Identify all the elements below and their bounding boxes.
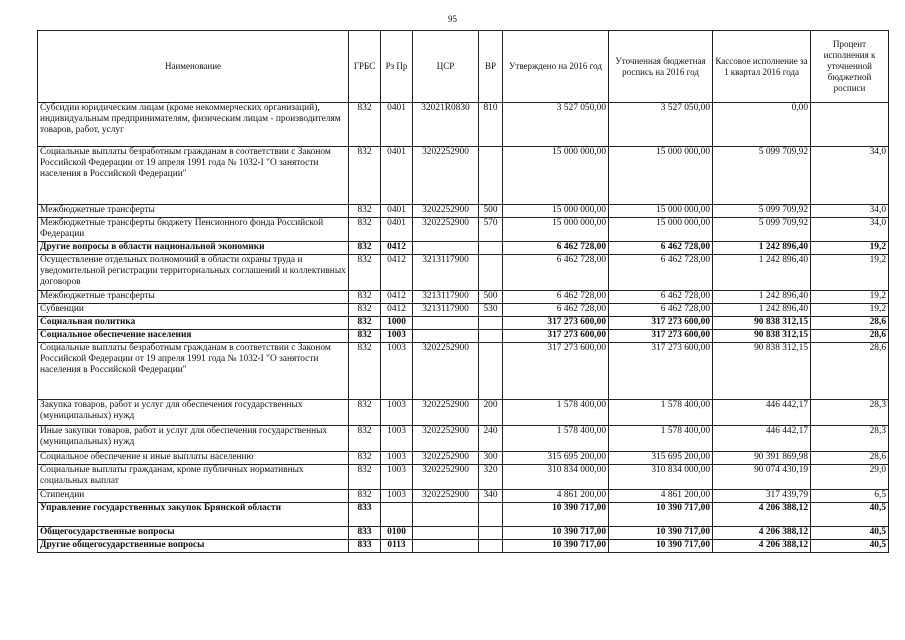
row-approved-cell: 317 273 600,00: [503, 317, 609, 330]
row-refined-cell: 10 390 717,00: [609, 540, 713, 553]
row-vr-cell: 570: [479, 218, 503, 242]
row-vr-cell: 500: [479, 205, 503, 218]
row-grbs-cell: 832: [349, 242, 381, 255]
row-grbs-cell: 833: [349, 540, 381, 553]
row-grbs-cell: 832: [349, 465, 381, 490]
row-name-cell: Субвенции: [38, 304, 349, 317]
page-number: 95: [448, 14, 457, 24]
row-vr-cell: [479, 527, 503, 540]
row-percent-cell: 19,2: [811, 242, 889, 255]
row-percent-cell: 28,6: [811, 343, 889, 400]
row-csr-cell: 3202252900: [413, 400, 479, 426]
row-percent-cell: 40,5: [811, 503, 889, 527]
row-approved-cell: 6 462 728,00: [503, 291, 609, 304]
table-row: [38, 218, 889, 242]
table-row: [38, 291, 889, 304]
row-name-cell: Иные закупки товаров, работ и услуг для обеспечения государственных (муниципальных) нужд: [38, 426, 349, 452]
row-grbs-cell: 832: [349, 291, 381, 304]
row-percent-cell: 40,5: [811, 540, 889, 553]
row-name-cell: Социальная политика: [38, 317, 349, 330]
row-refined-cell: 6 462 728,00: [609, 242, 713, 255]
budget-table: [37, 30, 889, 553]
row-cash-cell: 5 099 709,92: [713, 205, 811, 218]
table-row: [38, 147, 889, 205]
row-approved-cell: 15 000 000,00: [503, 205, 609, 218]
row-rzpr-cell: 0401: [381, 103, 413, 147]
row-rzpr-cell: 0401: [381, 218, 413, 242]
header-grbs: ГРБС: [349, 31, 381, 103]
row-vr-cell: 240: [479, 426, 503, 452]
row-grbs-cell: 832: [349, 400, 381, 426]
row-name-cell: Социальные выплаты безработным гражданам в соответствии с Законом Российской Федерации от 19 апреля 1991 года № 1032-I "О занятости населения в Российской Федерации": [38, 147, 349, 205]
row-csr-cell: 3213117900: [413, 304, 479, 317]
header-percent: Процент исполнения к уточненной бюджетной росписи: [811, 31, 889, 103]
table-row: [38, 343, 889, 400]
row-percent-cell: 34,0: [811, 218, 889, 242]
row-refined-cell: 317 273 600,00: [609, 317, 713, 330]
row-name-cell: Управление государственных закупок Брянской области: [38, 503, 349, 527]
row-csr-cell: [413, 527, 479, 540]
row-grbs-cell: 832: [349, 317, 381, 330]
row-name-cell: Другие вопросы в области национальной экономики: [38, 242, 349, 255]
row-vr-cell: 810: [479, 103, 503, 147]
row-csr-cell: [413, 540, 479, 553]
row-vr-cell: 530: [479, 304, 503, 317]
row-approved-cell: 317 273 600,00: [503, 330, 609, 343]
row-cash-cell: 90 838 312,15: [713, 343, 811, 400]
table-row: [38, 330, 889, 343]
row-vr-cell: [479, 317, 503, 330]
row-name-cell: Социальные выплаты безработным гражданам в соответствии с Законом Российской Федерации от 19 апреля 1991 года № 1032-I "О занятости населения в Российской Федерации": [38, 343, 349, 400]
row-csr-cell: 3202252900: [413, 218, 479, 242]
row-grbs-cell: 832: [349, 426, 381, 452]
row-refined-cell: 15 000 000,00: [609, 218, 713, 242]
row-name-cell: Межбюджетные трансферты: [38, 205, 349, 218]
row-csr-cell: 3202252900: [413, 205, 479, 218]
row-percent-cell: 28,3: [811, 426, 889, 452]
row-approved-cell: 15 000 000,00: [503, 218, 609, 242]
row-csr-cell: [413, 317, 479, 330]
row-percent-cell: [811, 103, 889, 147]
row-name-cell: Социальные выплаты гражданам, кроме публичных нормативных социальных выплат: [38, 465, 349, 490]
table-row: [38, 304, 889, 317]
row-grbs-cell: 832: [349, 147, 381, 205]
row-refined-cell: 1 578 400,00: [609, 400, 713, 426]
row-csr-cell: [413, 503, 479, 527]
row-approved-cell: 3 527 050,00: [503, 103, 609, 147]
table-row: [38, 205, 889, 218]
row-vr-cell: [479, 343, 503, 400]
row-approved-cell: 315 695 200,00: [503, 452, 609, 465]
header-vr: ВР: [479, 31, 503, 103]
row-cash-cell: 1 242 896,40: [713, 304, 811, 317]
row-name-cell: Межбюджетные трансферты: [38, 291, 349, 304]
row-vr-cell: 200: [479, 400, 503, 426]
row-cash-cell: 1 242 896,40: [713, 242, 811, 255]
row-cash-cell: 446 442,17: [713, 400, 811, 426]
row-rzpr-cell: 0401: [381, 147, 413, 205]
row-vr-cell: [479, 540, 503, 553]
row-rzpr-cell: 0113: [381, 540, 413, 553]
row-percent-cell: 28,3: [811, 400, 889, 426]
row-refined-cell: 6 462 728,00: [609, 291, 713, 304]
row-percent-cell: 19,2: [811, 291, 889, 304]
row-refined-cell: 6 462 728,00: [609, 255, 713, 291]
row-name-cell: Социальное обеспечение населения: [38, 330, 349, 343]
row-cash-cell: 90 838 312,15: [713, 317, 811, 330]
row-rzpr-cell: 0412: [381, 242, 413, 255]
row-rzpr-cell: 0412: [381, 291, 413, 304]
row-grbs-cell: 832: [349, 343, 381, 400]
row-grbs-cell: 832: [349, 255, 381, 291]
row-approved-cell: 10 390 717,00: [503, 503, 609, 527]
row-csr-cell: [413, 330, 479, 343]
row-cash-cell: 1 242 896,40: [713, 291, 811, 304]
row-name-cell: Социальное обеспечение и иные выплаты населению: [38, 452, 349, 465]
table-row: [38, 527, 889, 540]
row-percent-cell: 19,2: [811, 255, 889, 291]
row-refined-cell: 3 527 050,00: [609, 103, 713, 147]
row-refined-cell: 1 578 400,00: [609, 426, 713, 452]
row-refined-cell: 15 000 000,00: [609, 205, 713, 218]
row-percent-cell: 6,5: [811, 490, 889, 503]
row-approved-cell: 6 462 728,00: [503, 242, 609, 255]
row-refined-cell: 6 462 728,00: [609, 304, 713, 317]
row-rzpr-cell: 1003: [381, 330, 413, 343]
row-vr-cell: [479, 503, 503, 527]
row-name-cell: Субсидии юридическим лицам (кроме некоммерческих организаций), индивидуальным предпринимателям, физическим лицам - производителям товаров, работ, услуг: [38, 103, 349, 147]
row-approved-cell: 317 273 600,00: [503, 343, 609, 400]
row-refined-cell: 4 861 200,00: [609, 490, 713, 503]
row-grbs-cell: 832: [349, 103, 381, 147]
row-csr-cell: 3202252900: [413, 343, 479, 400]
row-grbs-cell: 832: [349, 218, 381, 242]
row-name-cell: Другие общегосударственные вопросы: [38, 540, 349, 553]
row-refined-cell: 315 695 200,00: [609, 452, 713, 465]
row-approved-cell: 1 578 400,00: [503, 400, 609, 426]
row-grbs-cell: 833: [349, 503, 381, 527]
row-rzpr-cell: 1003: [381, 343, 413, 400]
row-csr-cell: 3213117900: [413, 291, 479, 304]
row-rzpr-cell: [381, 503, 413, 527]
table-row: [38, 540, 889, 553]
row-rzpr-cell: 1000: [381, 317, 413, 330]
row-rzpr-cell: 0412: [381, 255, 413, 291]
row-cash-cell: 5 099 709,92: [713, 147, 811, 205]
table-body: [38, 103, 889, 553]
row-cash-cell: 90 391 869,98: [713, 452, 811, 465]
row-cash-cell: 90 838 312,15: [713, 330, 811, 343]
row-approved-cell: 6 462 728,00: [503, 255, 609, 291]
header-refined: Уточненная бюджетная роспись на 2016 год: [609, 31, 713, 103]
row-refined-cell: 15 000 000,00: [609, 147, 713, 205]
row-cash-cell: 1 242 896,40: [713, 255, 811, 291]
row-rzpr-cell: 0100: [381, 527, 413, 540]
row-vr-cell: 300: [479, 452, 503, 465]
row-approved-cell: 10 390 717,00: [503, 540, 609, 553]
row-vr-cell: 340: [479, 490, 503, 503]
row-approved-cell: 10 390 717,00: [503, 527, 609, 540]
row-cash-cell: 4 206 388,12: [713, 527, 811, 540]
row-csr-cell: 3202252900: [413, 465, 479, 490]
row-percent-cell: 28,6: [811, 317, 889, 330]
row-name-cell: Межбюджетные трансферты бюджету Пенсионного фонда Российской Федерации: [38, 218, 349, 242]
row-percent-cell: 34,0: [811, 147, 889, 205]
row-vr-cell: 320: [479, 465, 503, 490]
row-csr-cell: 3202252900: [413, 426, 479, 452]
row-percent-cell: 29,0: [811, 465, 889, 490]
row-cash-cell: 4 206 388,12: [713, 540, 811, 553]
row-cash-cell: 90 074 430,19: [713, 465, 811, 490]
row-name-cell: Закупка товаров, работ и услуг для обеспечения государственных (муниципальных) нужд: [38, 400, 349, 426]
table-row: [38, 103, 889, 147]
header-name: Наименование: [38, 31, 349, 103]
row-rzpr-cell: 1003: [381, 490, 413, 503]
header-csr: ЦСР: [413, 31, 479, 103]
row-vr-cell: 500: [479, 291, 503, 304]
row-percent-cell: 19,2: [811, 304, 889, 317]
row-rzpr-cell: 0412: [381, 304, 413, 317]
row-csr-cell: 3202252900: [413, 490, 479, 503]
row-approved-cell: 1 578 400,00: [503, 426, 609, 452]
row-grbs-cell: 832: [349, 452, 381, 465]
table-row: [38, 242, 889, 255]
table-row: [38, 490, 889, 503]
row-rzpr-cell: 0401: [381, 205, 413, 218]
header-rzpr: Рз Пр: [381, 31, 413, 103]
row-rzpr-cell: 1003: [381, 400, 413, 426]
row-percent-cell: 28,6: [811, 452, 889, 465]
table-header-row: [38, 31, 889, 103]
table-row: [38, 255, 889, 291]
row-rzpr-cell: 1003: [381, 452, 413, 465]
table-row: [38, 452, 889, 465]
row-approved-cell: 6 462 728,00: [503, 304, 609, 317]
row-cash-cell: 4 206 388,12: [713, 503, 811, 527]
row-approved-cell: 15 000 000,00: [503, 147, 609, 205]
row-csr-cell: 3202252900: [413, 147, 479, 205]
row-approved-cell: 4 861 200,00: [503, 490, 609, 503]
row-cash-cell: 446 442,17: [713, 426, 811, 452]
row-grbs-cell: 832: [349, 205, 381, 218]
row-rzpr-cell: 1003: [381, 426, 413, 452]
header-cash: Кассовое исполнение за 1 квартал 2016 года: [713, 31, 811, 103]
row-csr-cell: 3202252900: [413, 452, 479, 465]
row-rzpr-cell: 1003: [381, 465, 413, 490]
row-grbs-cell: 832: [349, 330, 381, 343]
row-csr-cell: 32021R0830: [413, 103, 479, 147]
row-grbs-cell: 832: [349, 304, 381, 317]
row-vr-cell: [479, 330, 503, 343]
row-vr-cell: [479, 255, 503, 291]
row-refined-cell: 317 273 600,00: [609, 343, 713, 400]
row-percent-cell: 34,0: [811, 205, 889, 218]
row-vr-cell: [479, 242, 503, 255]
row-grbs-cell: 833: [349, 527, 381, 540]
row-cash-cell: 5 099 709,92: [713, 218, 811, 242]
table-row: [38, 317, 889, 330]
row-name-cell: Стипендии: [38, 490, 349, 503]
row-approved-cell: 310 834 000,00: [503, 465, 609, 490]
row-refined-cell: 310 834 000,00: [609, 465, 713, 490]
row-csr-cell: 3213117900: [413, 255, 479, 291]
row-refined-cell: 317 273 600,00: [609, 330, 713, 343]
header-approved: Утверждено на 2016 год: [503, 31, 609, 103]
row-cash-cell: 317 439,79: [713, 490, 811, 503]
table-row: [38, 426, 889, 452]
row-csr-cell: [413, 242, 479, 255]
table-row: [38, 503, 889, 527]
row-vr-cell: [479, 147, 503, 205]
row-percent-cell: 40,5: [811, 527, 889, 540]
table-row: [38, 400, 889, 426]
row-cash-cell: 0,00: [713, 103, 811, 147]
row-refined-cell: 10 390 717,00: [609, 503, 713, 527]
table-row: [38, 465, 889, 490]
row-refined-cell: 10 390 717,00: [609, 527, 713, 540]
row-name-cell: Общегосударственные вопросы: [38, 527, 349, 540]
row-grbs-cell: 832: [349, 490, 381, 503]
row-name-cell: Осуществление отдельных полномочий в области охраны труда и уведомительной регистрации территориальных соглашений и коллективных договоров: [38, 255, 349, 291]
row-percent-cell: 28,6: [811, 330, 889, 343]
